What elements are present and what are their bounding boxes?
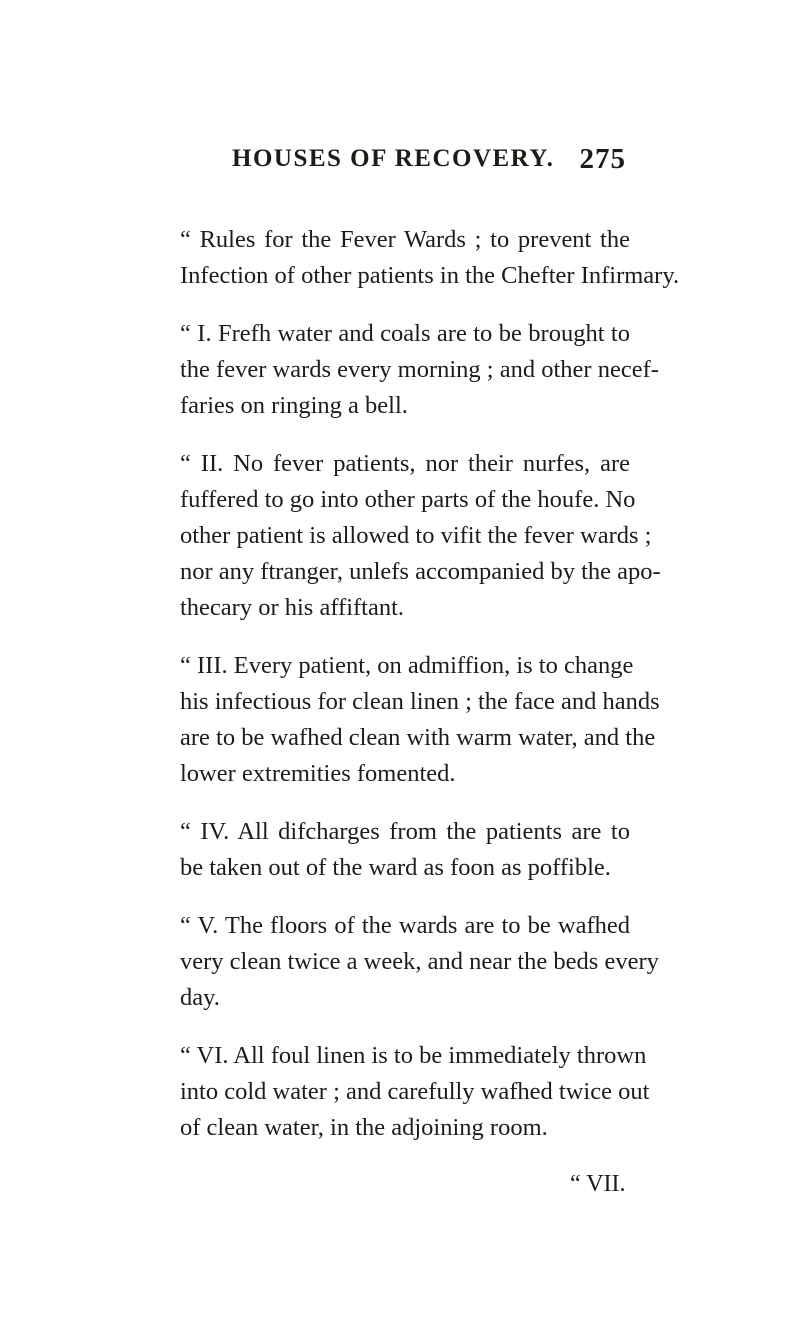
text-line: be taken out of the ward as foon as poffible. xyxy=(180,854,611,881)
text-line: other patient is allowed to vifit the fever wards ; xyxy=(180,522,652,549)
text-line: “ V. The floors of the wards are to be wafhed xyxy=(180,912,630,939)
text-line: very clean twice a week, and near the beds every xyxy=(180,948,659,975)
text-line: into cold water ; and carefully wafhed twice out xyxy=(180,1078,650,1105)
text-line: his infectious for clean linen ; the face and hands xyxy=(180,688,660,715)
text-line: “ VI. All foul linen is to be immediately thrown xyxy=(180,1042,647,1069)
running-head-title: HOUSES OF RECOVERY. xyxy=(232,145,555,172)
text-line: “ Rules for the Fever Wards ; to prevent the xyxy=(180,226,630,253)
text-line: of clean water, in the adjoining room. xyxy=(180,1114,548,1141)
page-number: 275 xyxy=(579,143,626,175)
text-line: faries on ringing a bell. xyxy=(180,392,408,419)
catchword: “ VII. xyxy=(570,1171,626,1197)
text-line: “ II. No fever patients, nor their nurfes, are xyxy=(180,450,630,477)
running-head xyxy=(232,145,626,181)
text-line: thecary or his affiftant. xyxy=(180,594,405,621)
text-line: “ IV. All difcharges from the patients are to xyxy=(180,818,630,845)
text-line: lower extremities fomented. xyxy=(180,760,456,787)
text-line: Infection of other patients in the Chefter Infirmary. xyxy=(180,262,680,289)
text-line: fuffered to go into other parts of the houfe. No xyxy=(180,486,636,513)
text-line: day. xyxy=(180,984,220,1011)
text-line: are to be wafhed clean with warm water, and the xyxy=(180,724,656,751)
text-line: the fever wards every morning ; and other necef- xyxy=(180,356,659,383)
text-line: “ I. Frefh water and coals are to be brought to xyxy=(180,320,630,347)
text-line: “ III. Every patient, on admiffion, is to change xyxy=(180,652,634,679)
text-line: nor any ftranger, unlefs accompanied by the apo- xyxy=(180,558,661,585)
